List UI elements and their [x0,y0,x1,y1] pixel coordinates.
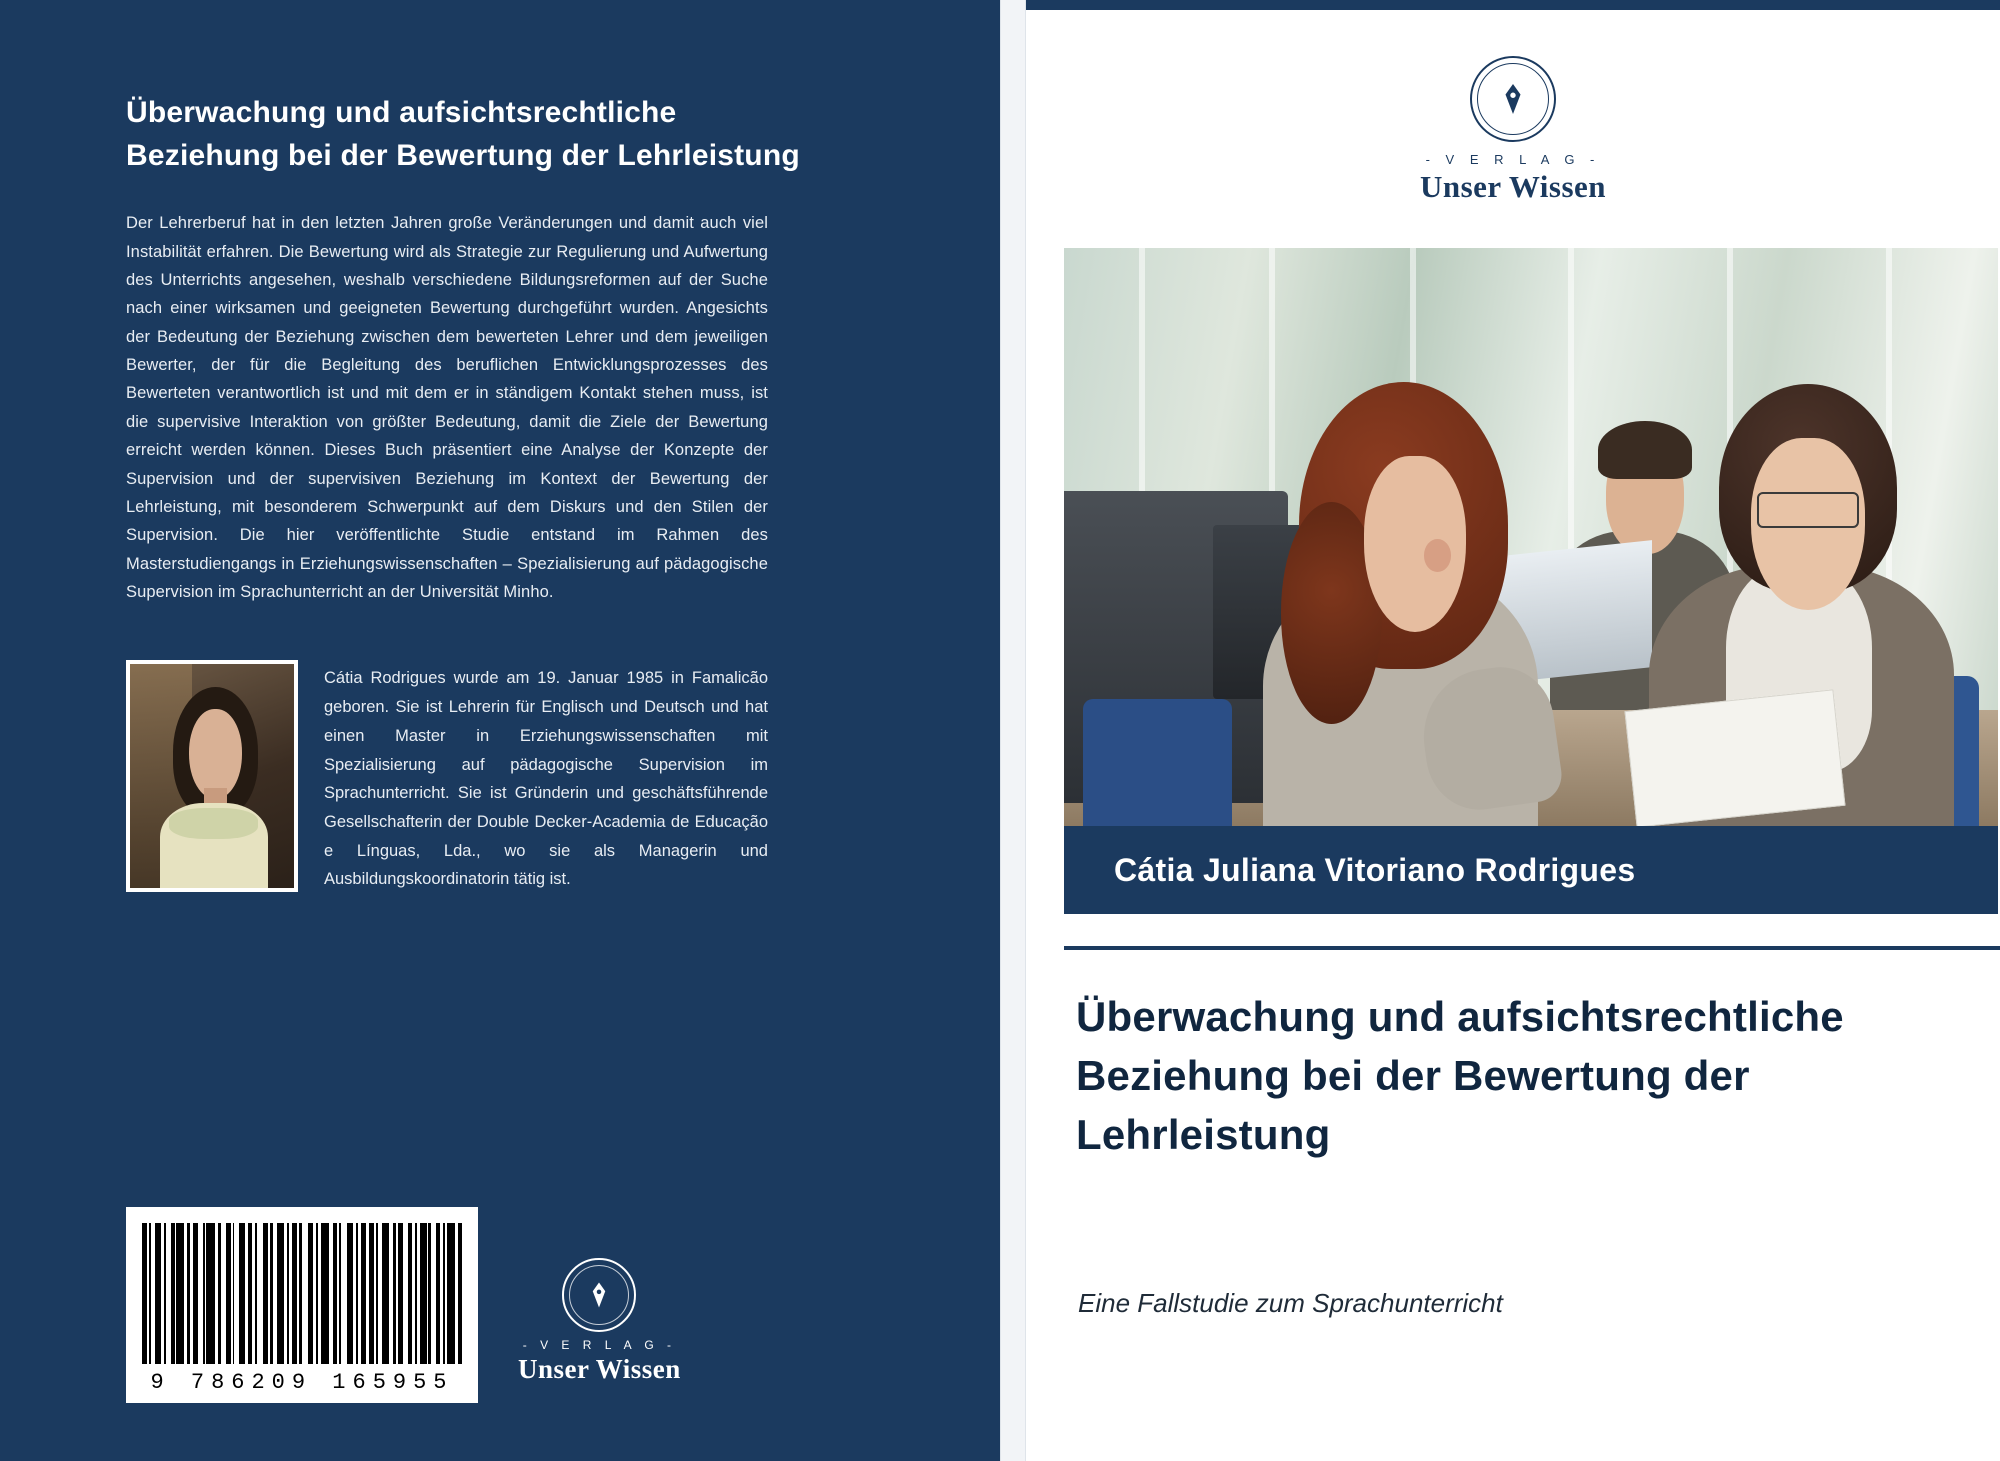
front-publisher-logo [1353,56,1673,205]
back-cover-footer [126,1207,896,1403]
front-cover-title: Überwachung und aufsichtsrechtliche Beziehung bei der Bewertung der Lehrleistung [1076,993,1844,1158]
author-portrait [126,660,298,892]
author-bio-text: Cátia Rodrigues wurde am 19. Januar 1985 in Famalicão geboren. Sie ist Lehrerin für Englisch und Deutsch und hat einen Master in Erziehungswissenschaften mit Spezialisierung auf pädagogische Supervision im Sprachunterricht. Sie ist Gründerin und geschäftsführende Gesellschafterin der Double Decker-Academia de Educação e Línguas, Lda., wo sie als Managerin und Ausbildungskoordinatorin tätig ist. [324,669,768,889]
cover-photo [1064,248,1998,826]
isbn-barcode [126,1207,478,1403]
isbn-number: 9 786209 165955 [150,1370,454,1395]
back-cover-content [126,0,896,1461]
author-portrait-image [130,664,294,888]
back-cover-abstract: Der Lehrerberuf hat in den letzten Jahren große Veränderungen und damit auch viel Instabilität erfahren. Die Bewertung wird als Strategie zur Regulierung und Aufwertung des Unterrichts angesehen, weshalb verschiedene Bildungsreformen auf der Suche nach einer wirksamen und geeigneten Bewertung durchgeführt wurden. Angesichts der Bedeutung der Beziehung zwischen dem bewerteten Lehrer und dem jeweiligen Bewerter, der für die Begleitung des beruflichen Entwicklungsprozesses des Bewerteten verantwortlich ist und mit dem er in ständigem Kontakt stehen muss, ist die supervisive Interaktion von größter Bedeutung, damit die Ziele der Bewertung erreicht werden können. Dieses Buch präsentiert eine Analyse der Konzepte der Supervision und der supervisiven Beziehung im Kontext der Bewertung der Lehrleistung, mit besonderem Schwerpunkt auf dem Diskurs und den Stilen der Supervision. Die hier veröffentlichte Studie entstand im Rahmen des Masterstudiengangs in Erziehungswissenschaften – Spezialisierung auf pädagogische Supervision im Sprachunterricht an der Universität Minho. [126,214,768,602]
front-cover [1026,0,2000,1461]
author-name-band [1064,826,1998,914]
back-publisher-logo [518,1258,681,1403]
publisher-name: Unser Wissen [1419,169,1607,204]
barcode-bars [142,1223,462,1364]
verlag-label: - V E R L A G - [1425,152,1601,167]
pen-nib-logo-icon [1470,56,1556,142]
book-spine [1000,0,1026,1461]
pen-nib-logo-icon [562,1258,636,1332]
publisher-name: Unser Wissen [518,1354,681,1384]
author-bio-block [126,660,768,894]
verlag-label: - V E R L A G - [522,1338,677,1352]
back-cover-title: Überwachung und aufsichtsrechtliche Beziehung bei der Bewertung der Lehrleistung [126,96,800,172]
front-cover-author: Cátia Juliana Vitoriano Rodrigues [1114,851,1636,888]
front-cover-top-bar [1026,0,2000,10]
front-cover-subtitle: Eine Fallstudie zum Sprachunterricht [1078,1288,1503,1318]
title-divider [1064,946,2000,950]
